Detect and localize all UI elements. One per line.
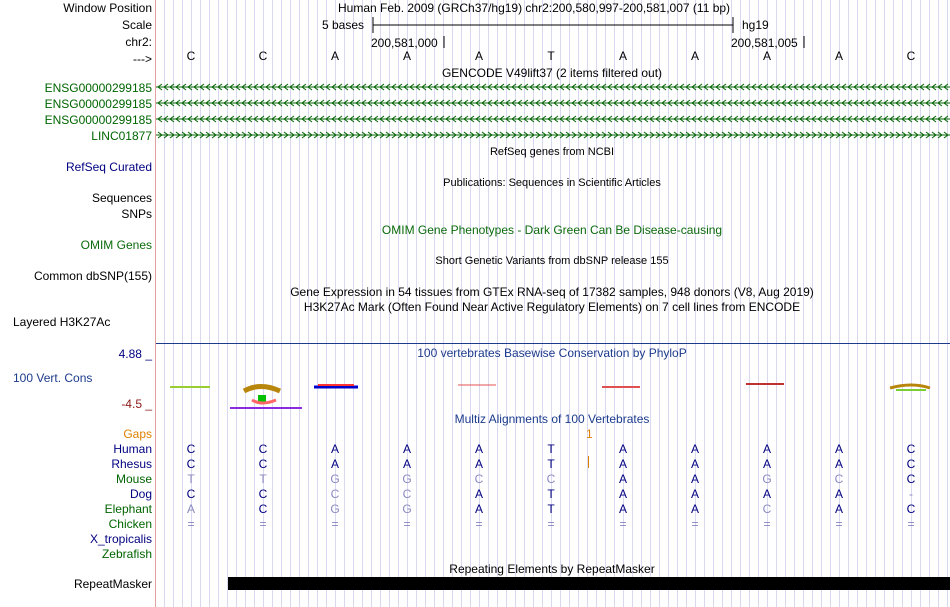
alignment-base-mouse: A <box>618 472 628 486</box>
alignment-base-mouse: C <box>546 472 556 486</box>
alignment-base-chicken: = <box>691 517 699 531</box>
reference-base: A <box>762 49 772 63</box>
reference-base: A <box>618 49 628 63</box>
gaps-label: Gaps <box>123 427 152 441</box>
species-label-rhesus: Rhesus <box>111 457 152 471</box>
alignment-base-rhesus: C <box>186 457 196 471</box>
gene-label-ensg-1[interactable]: ENSG00000299185 <box>44 81 152 95</box>
h3k27ac-baseline <box>156 343 950 344</box>
alignment-base-human: C <box>906 442 916 456</box>
species-label-zebrafish: Zebrafish <box>101 547 152 561</box>
alignment-base-rhesus: C <box>906 457 916 471</box>
alignment-base-human: A <box>762 442 772 456</box>
alignment-base-human: A <box>474 442 484 456</box>
reference-base: C <box>186 49 196 63</box>
alignment-base-rhesus: A <box>690 457 700 471</box>
alignment-base-chicken: = <box>331 517 339 531</box>
strand-arrow-label: ---> <box>133 52 152 66</box>
track-label-column <box>0 0 156 607</box>
alignment-base-rhesus: A <box>762 457 772 471</box>
alignment-base-dog: C <box>402 487 412 501</box>
alignment-base-mouse: T <box>259 472 267 486</box>
reference-base: A <box>330 49 340 63</box>
alignment-base-human: A <box>618 442 628 456</box>
reference-base: C <box>906 49 916 63</box>
h3k27ac-label[interactable]: Layered H3K27Ac <box>13 315 111 329</box>
alignment-base-rhesus: A <box>834 457 844 471</box>
alignment-base-chicken: = <box>619 517 627 531</box>
phylop-logo-plot <box>156 378 950 412</box>
alignment-base-dog: A <box>474 487 484 501</box>
reference-base: A <box>834 49 844 63</box>
alignment-base-mouse: C <box>906 472 916 486</box>
reference-base: T <box>547 49 555 63</box>
alignment-base-rhesus: T <box>547 457 555 471</box>
alignment-base-dog: C <box>330 487 340 501</box>
alignment-base-mouse: G <box>402 472 412 486</box>
dbsnp-label[interactable]: Common dbSNP(155) <box>33 269 152 283</box>
gene-linc01877[interactable] <box>156 130 950 140</box>
alignment-base-elephant: G <box>402 502 412 516</box>
alignment-base-dog: A <box>762 487 772 501</box>
reference-base: A <box>474 49 484 63</box>
gtex-track-title: Gene Expression in 54 tissues from GTEx RNA-seq of 17382 samples, 948 donors (V8, Aug 2019) <box>290 285 814 299</box>
species-label-xtropicalis: X_tropicalis <box>89 532 152 546</box>
alignment-base-mouse: G <box>330 472 340 486</box>
reference-base: A <box>690 49 700 63</box>
alignment-base-elephant: A <box>186 502 196 516</box>
alignment-base-dog: C <box>186 487 196 501</box>
alignment-base-mouse: C <box>474 472 484 486</box>
h3k27ac-track-title: H3K27Ac Mark (Often Found Near Active Regulatory Elements) on 7 cell lines from ENCODE <box>303 300 801 314</box>
scale-label: Scale <box>121 18 152 32</box>
conservation-min-label: -4.5 _ <box>121 397 152 411</box>
alignment-base-dog: C <box>258 487 268 501</box>
alignment-base-elephant: A <box>618 502 628 516</box>
snps-label[interactable]: SNPs <box>121 207 152 221</box>
chromosome-label: chr2: <box>125 35 152 49</box>
reference-base: C <box>258 49 268 63</box>
refseq-track-title: RefSeq genes from NCBI <box>489 146 615 158</box>
alignment-base-human: C <box>258 442 268 456</box>
alignment-base-mouse: A <box>690 472 700 486</box>
alignment-base-human: A <box>834 442 844 456</box>
alignment-base-elephant: A <box>474 502 484 516</box>
alignment-base-chicken: = <box>187 517 195 531</box>
alignment-base-rhesus: A <box>402 457 412 471</box>
alignment-base-rhesus: A <box>618 457 628 471</box>
alignment-base-human: C <box>186 442 196 456</box>
gene-label-ensg-3[interactable]: ENSG00000299185 <box>44 113 152 127</box>
gene-label-linc01877[interactable]: LINC01877 <box>91 129 152 143</box>
alignment-base-chicken: = <box>835 517 843 531</box>
alignment-base-rhesus: C <box>258 457 268 471</box>
refseq-curated-label[interactable]: RefSeq Curated <box>65 160 152 174</box>
alignment-base-elephant: G <box>330 502 340 516</box>
insertion-marker <box>588 456 589 468</box>
gene-ensg-2[interactable] <box>156 98 950 108</box>
alignment-base-chicken: = <box>259 517 267 531</box>
alignment-base-dog: A <box>690 487 700 501</box>
alignment-base-dog: A <box>618 487 628 501</box>
browser-track-image[interactable] <box>156 0 950 607</box>
alignment-base-chicken: = <box>403 517 411 531</box>
alignment-base-chicken: = <box>763 517 771 531</box>
repeatmasker-label[interactable]: RepeatMasker <box>73 577 152 591</box>
repeatmasker-track-title: Repeating Elements by RepeatMasker <box>449 562 655 576</box>
alignment-base-human: A <box>402 442 412 456</box>
coordinate-tick-2: 200,581,005 <box>731 36 798 50</box>
multiz-track-title: Multiz Alignments of 100 Vertebrates <box>454 412 650 426</box>
alignment-base-mouse: T <box>187 472 195 486</box>
assembly-name: hg19 <box>742 18 769 32</box>
sequences-label[interactable]: Sequences <box>91 191 152 205</box>
vert-cons-label[interactable]: 100 Vert. Cons <box>13 371 93 385</box>
alignment-base-elephant: C <box>906 502 916 516</box>
species-label-human: Human <box>113 442 152 456</box>
omim-track-title: OMIM Gene Phenotypes - Dark Green Can Be Disease-causing <box>381 223 723 237</box>
scale-bar <box>156 0 950 50</box>
gene-ensg-1[interactable] <box>156 82 950 92</box>
alignment-base-chicken: = <box>475 517 483 531</box>
scale-bar-text: 5 bases <box>322 18 365 32</box>
alignment-base-elephant: T <box>547 502 555 516</box>
species-label-chicken: Chicken <box>108 517 152 531</box>
conservation-max-label: 4.88 _ <box>118 347 152 361</box>
publications-track-title: Publications: Sequences in Scientific Articles <box>443 177 661 189</box>
gene-label-ensg-2[interactable]: ENSG00000299185 <box>44 97 152 111</box>
alignment-base-rhesus: A <box>330 457 340 471</box>
alignment-base-elephant: A <box>834 502 844 516</box>
window-position-text: Human Feb. 2009 (GRCh37/hg19) chr2:200,580,997-200,581,007 (11 bp) <box>338 1 731 15</box>
alignment-base-chicken: = <box>547 517 555 531</box>
species-label-elephant: Elephant <box>104 502 152 516</box>
alignment-base-elephant: C <box>258 502 268 516</box>
gap-indicator: 1 <box>586 427 593 441</box>
alignment-base-human: A <box>330 442 340 456</box>
omim-genes-label[interactable]: OMIM Genes <box>80 238 152 252</box>
alignment-base-mouse: G <box>762 472 772 486</box>
alignment-base-dog: T <box>547 487 555 501</box>
reference-base: A <box>402 49 412 63</box>
alignment-base-elephant: C <box>762 502 772 516</box>
alignment-base-dog: - <box>909 487 913 501</box>
alignment-base-human: T <box>547 442 555 456</box>
phylop-track-title: 100 vertebrates Basewise Conservation by PhyloP <box>417 346 687 360</box>
species-label-dog: Dog <box>129 487 152 501</box>
alignment-base-human: A <box>690 442 700 456</box>
alignment-base-rhesus: A <box>474 457 484 471</box>
alignment-base-dog: A <box>834 487 844 501</box>
gene-ensg-3[interactable] <box>156 114 950 124</box>
dbsnp-track-title: Short Genetic Variants from dbSNP release 155 <box>435 255 669 267</box>
alignment-base-chicken: = <box>907 517 915 531</box>
repeat-element-block[interactable] <box>228 577 950 590</box>
window-position-label: Window Position <box>63 1 152 15</box>
gencode-track-title: GENCODE V49lift37 (2 items filtered out) <box>441 66 663 80</box>
alignment-base-elephant: A <box>690 502 700 516</box>
coordinate-tick-1: 200,581,000 <box>371 36 438 50</box>
species-label-mouse: Mouse <box>115 472 152 486</box>
alignment-base-mouse: C <box>834 472 844 486</box>
